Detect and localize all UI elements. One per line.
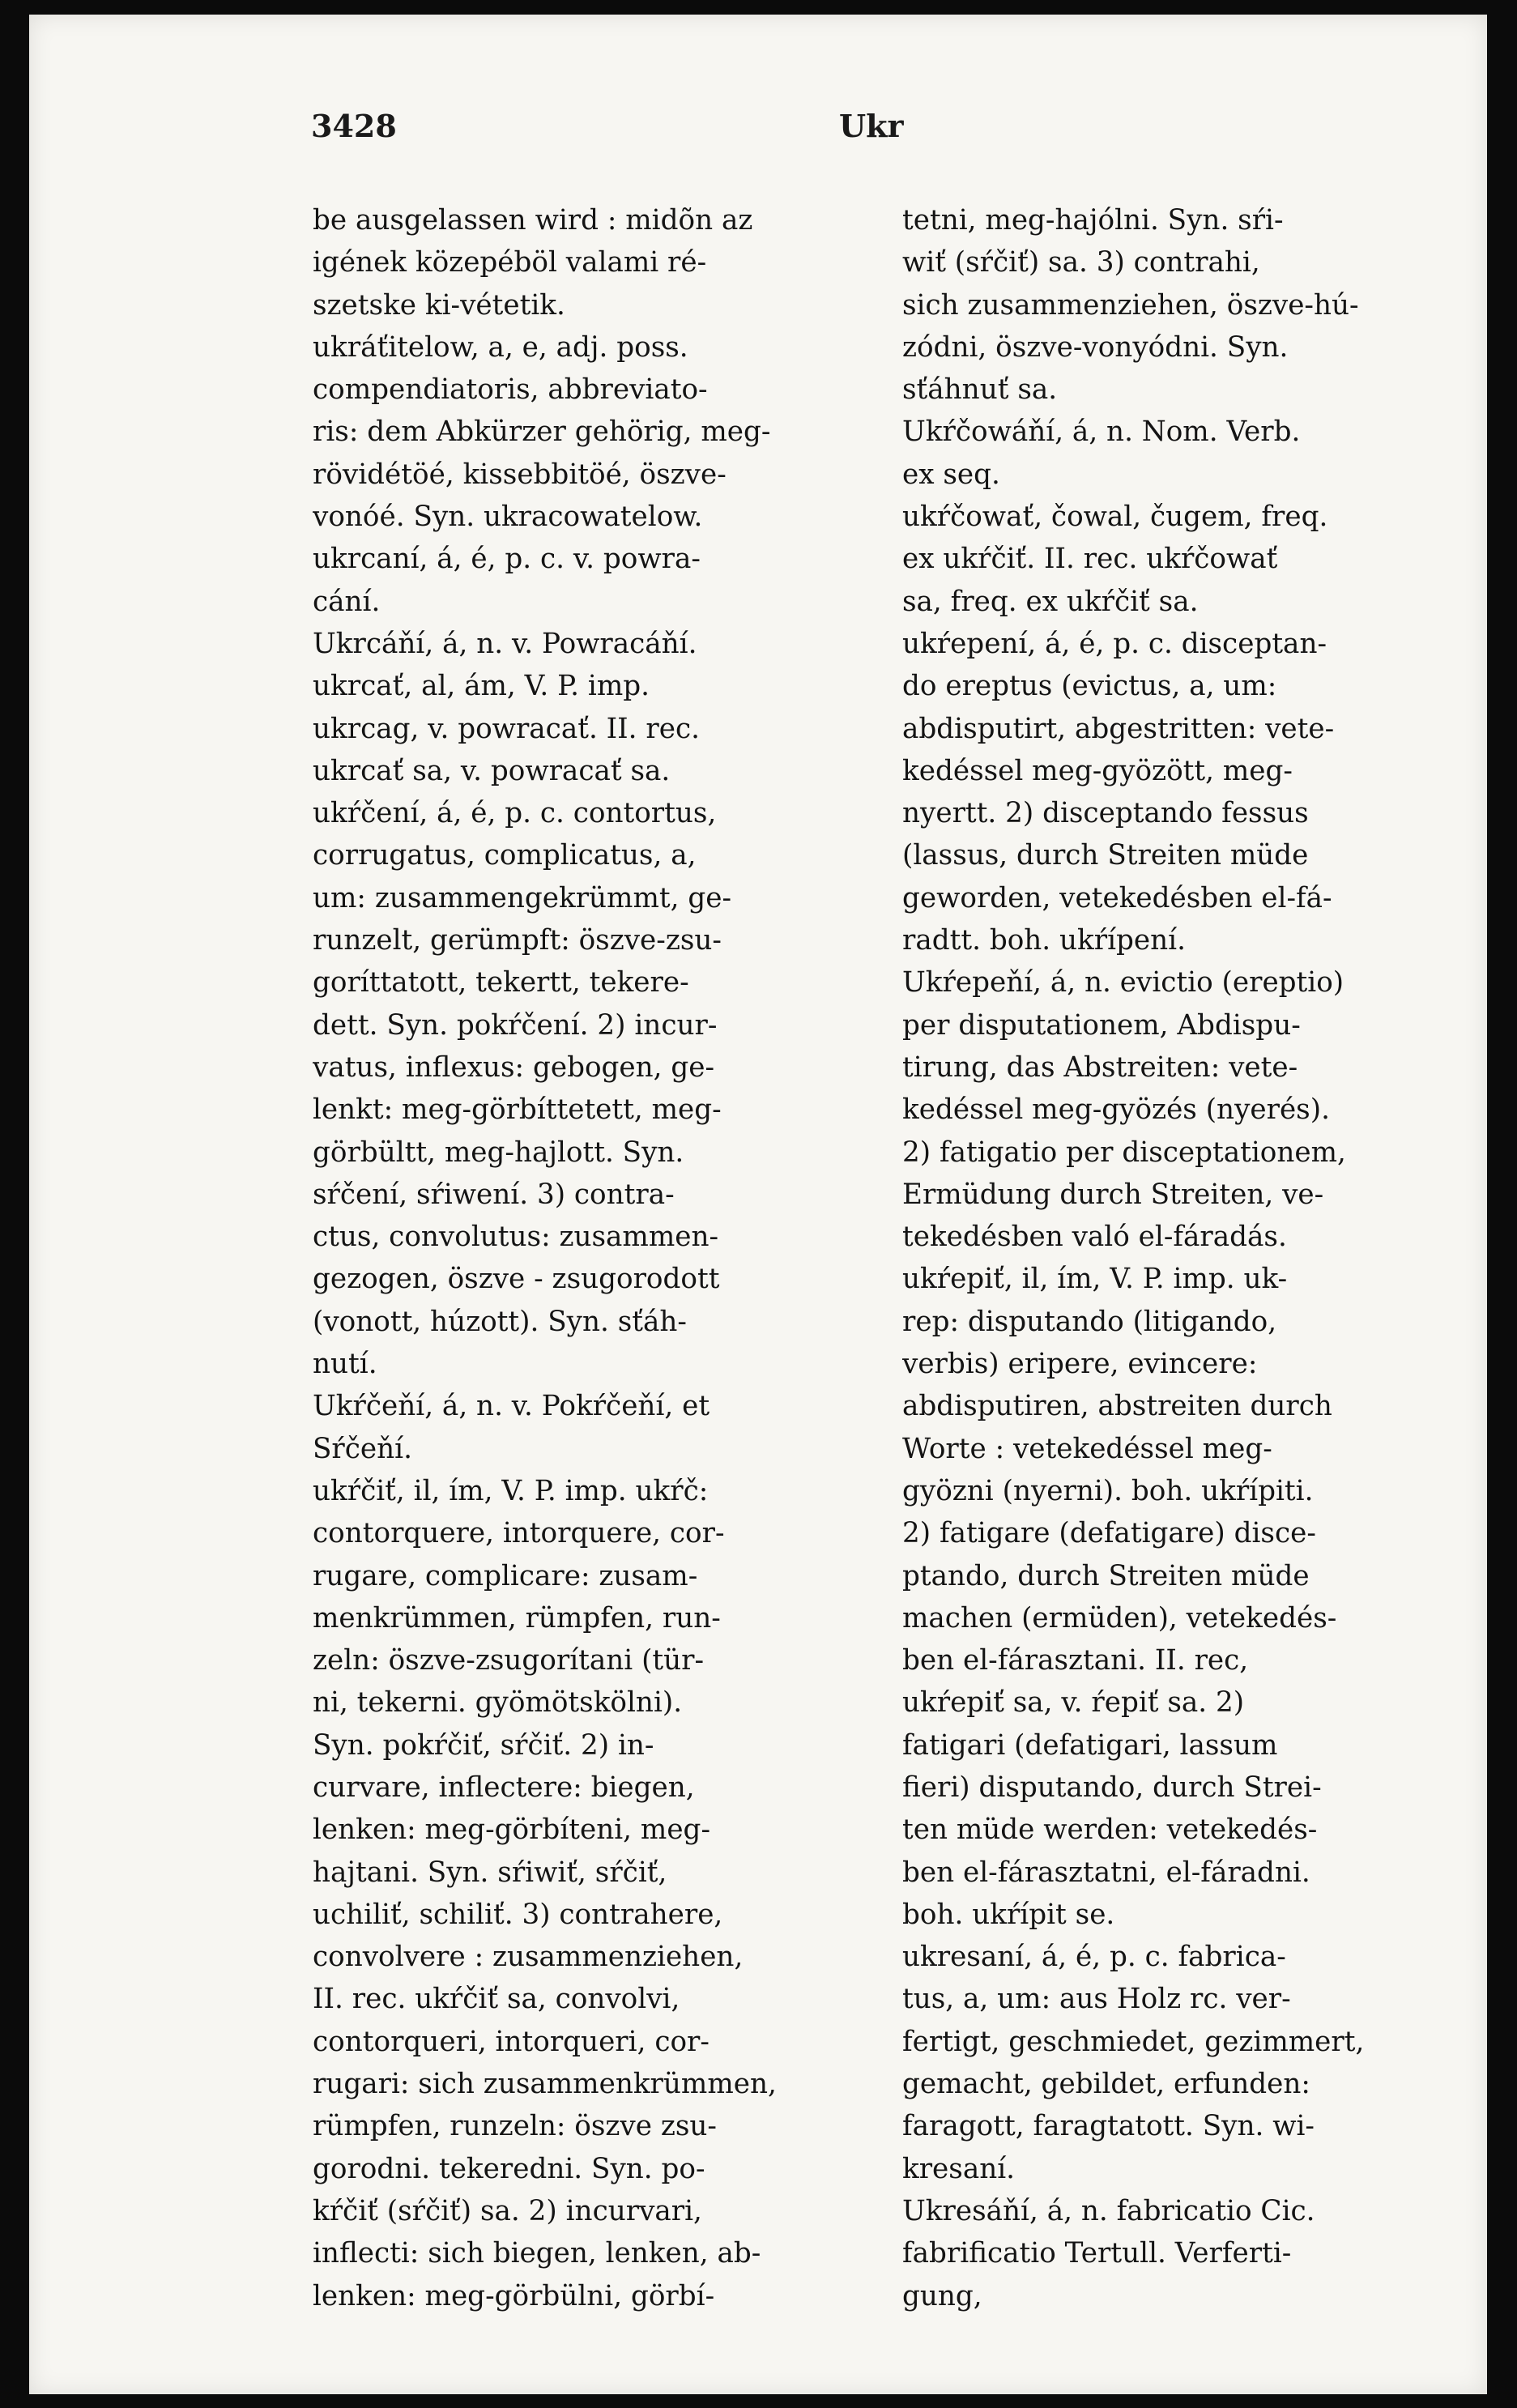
text-line: Ukŕčowáňí, á, n. Nom. Verb.	[902, 416, 1301, 449]
text-line: ctus, convolutus: zusammen-	[313, 1221, 719, 1254]
text-line: radtt. boh. ukŕípení.	[902, 924, 1186, 957]
text-line: sich zusammenziehen, öszve-hú-	[902, 288, 1359, 322]
text-line: ukŕčiť, il, ím, V. P. imp. ukŕč:	[313, 1474, 709, 1507]
text-line: kŕčiť (sŕčiť) sa. 2) incurvari,	[313, 2194, 702, 2227]
text-line: ex seq.	[902, 458, 1000, 491]
text-line: nutí.	[313, 1348, 377, 1381]
text-line: görbültt, meg-hajlott. Syn.	[313, 1136, 684, 1169]
text-line: fatigari (defatigari, lassum	[902, 1728, 1278, 1762]
text-line: igének közepéböl valami ré-	[313, 246, 707, 279]
text-line: geworden, vetekedésben el-fá-	[902, 881, 1332, 914]
text-line: ukŕčení, á, é, p. c. contortus,	[313, 797, 717, 830]
text-line: ris: dem Abkürzer gehörig, meg-	[313, 416, 771, 449]
text-line: sa, freq. ex ukŕčiť sa.	[902, 585, 1199, 618]
text-line: ptando, durch Streiten müde	[902, 1559, 1310, 1592]
text-line: menkrümmen, rümpfen, run-	[313, 1601, 721, 1634]
text-line: 2) fatigatio per disceptationem,	[902, 1136, 1346, 1169]
text-line: Syn. pokŕčiť, sŕčiť. 2) in-	[313, 1728, 654, 1762]
text-line: contorquere, intorquere, cor-	[313, 1517, 725, 1550]
text-line: convolvere : zusammenziehen,	[313, 1941, 744, 1974]
text-line: corrugatus, complicatus, a,	[313, 839, 697, 872]
text-line: ukráťitelow, a, e, adj. poss.	[313, 330, 688, 364]
text-line: 2) fatigare (defatigare) disce-	[902, 1517, 1316, 1550]
text-line: ben el-fárasztatni, el-fáradni.	[902, 1856, 1310, 1889]
text-line: nyertt. 2) disceptando fessus	[902, 797, 1309, 830]
left-column	[313, 199, 880, 2317]
text-line: hajtani. Syn. sŕiwiť, sŕčiť,	[313, 1856, 667, 1889]
text-line: sťáhnuť sa.	[902, 373, 1058, 407]
text-line: runzelt, gerümpft: öszve-zsu-	[313, 924, 722, 957]
text-line: lenken: meg-görbülni, görbí-	[313, 2279, 715, 2312]
text-line: ukrcať sa, v. powracať sa.	[313, 754, 671, 787]
text-line: Ukŕepeňí, á, n. evictio (ereptio)	[902, 966, 1344, 999]
text-line: fieri) disputando, durch Strei-	[902, 1771, 1322, 1804]
text-line: sŕčení, sŕiwení. 3) contra-	[313, 1178, 675, 1211]
text-line: zeln: öszve-zsugorítani (tür-	[313, 1644, 705, 1677]
text-line: ukresaní, á, é, p. c. fabrica-	[902, 1941, 1286, 1974]
text-line: cání.	[313, 585, 381, 618]
text-line: zódni, öszve-vonyódni. Syn.	[902, 330, 1289, 364]
text-line: Ermüdung durch Streiten, ve-	[902, 1178, 1324, 1211]
text-line: szetske ki-vétetik.	[313, 288, 565, 322]
text-line: kedéssel meg-gyözött, meg-	[902, 754, 1293, 787]
text-line: ukŕčowať, čowal, čugem, freq.	[902, 501, 1328, 534]
text-line: fertigt, geschmiedet, gezimmert,	[902, 2025, 1365, 2058]
right-column	[902, 199, 1469, 2317]
text-line: tirung, das Abstreiten: vete-	[902, 1051, 1298, 1084]
text-line: ukrcag, v. powracať. II. rec.	[313, 712, 701, 745]
text-line: (lassus, durch Streiten müde	[902, 839, 1309, 872]
text-line: per disputationem, Abdispu-	[902, 1008, 1301, 1042]
text-line: (vonott, húzott). Syn. sťáh-	[313, 1305, 687, 1338]
text-line: Ukresáňí, á, n. fabricatio Cic.	[902, 2194, 1315, 2227]
text-line: gung,	[902, 2279, 982, 2312]
text-line: kedéssel meg-gyözés (nyerés).	[902, 1093, 1330, 1127]
text-line: be ausgelassen wird : midõn az	[313, 204, 753, 237]
text-line: machen (ermüden), vetekedés-	[902, 1601, 1337, 1634]
running-headword: Ukr	[839, 108, 904, 144]
text-line: ukrcaní, á, é, p. c. v. powra-	[313, 543, 701, 576]
text-line: vonóé. Syn. ukracowatelow.	[313, 501, 703, 534]
text-line: lenken: meg-görbíteni, meg-	[313, 1813, 710, 1847]
text-line: faragott, faragtatott. Syn. wi-	[902, 2110, 1315, 2143]
text-line: Ukrcáňí, á, n. v. Powracáňí.	[313, 627, 697, 660]
dictionary-page	[29, 15, 1487, 2394]
text-line: gorodni. tekeredni. Syn. po-	[313, 2152, 705, 2185]
text-line: um: zusammengekrümmt, ge-	[313, 881, 732, 914]
text-line: rep: disputando (litigando,	[902, 1305, 1277, 1338]
text-line: rümpfen, runzeln: öszve zsu-	[313, 2110, 717, 2143]
text-line: kresaní.	[902, 2152, 1016, 2185]
text-line: Worte : vetekedéssel meg-	[902, 1432, 1272, 1465]
text-line: vatus, inflexus: gebogen, ge-	[313, 1051, 715, 1084]
text-line: contorqueri, intorqueri, cor-	[313, 2025, 709, 2058]
text-line: inflecti: sich biegen, lenken, ab-	[313, 2237, 761, 2270]
text-line: Sŕčeňí.	[313, 1432, 412, 1465]
text-line: rövidétöé, kissebbitöé, öszve-	[313, 458, 727, 491]
text-line: gyözni (nyerni). boh. ukŕípiti.	[902, 1474, 1314, 1507]
text-line: uchiliť, schiliť. 3) contrahere,	[313, 1898, 723, 1931]
text-line: tetni, meg-hajólni. Syn. sŕi-	[902, 204, 1284, 237]
text-line: II. rec. ukŕčiť sa, convolvi,	[313, 1983, 680, 2016]
text-line: abdisputiren, abstreiten durch	[902, 1390, 1332, 1423]
text-line: tus, a, um: aus Holz rc. ver-	[902, 1983, 1291, 2016]
text-line: ukŕepení, á, é, p. c. disceptan-	[902, 627, 1327, 660]
text-line: compendiatoris, abbreviato-	[313, 373, 708, 407]
text-line: boh. ukŕípit se.	[902, 1898, 1115, 1931]
text-line: wiť (sŕčiť) sa. 3) contrahi,	[902, 246, 1260, 279]
text-line: dett. Syn. pokŕčení. 2) incur-	[313, 1008, 718, 1042]
text-line: curvare, inflectere: biegen,	[313, 1771, 695, 1804]
text-line: goríttatott, tekertt, tekere-	[313, 966, 689, 999]
text-line: ukrcať, al, ám, V. P. imp.	[313, 670, 650, 703]
running-head	[29, 108, 1487, 156]
text-line: fabrificatio Tertull. Verferti-	[902, 2237, 1292, 2270]
page-number: 3428	[311, 108, 397, 144]
text-line: abdisputirt, abgestritten: vete-	[902, 712, 1335, 745]
text-line: rugari: sich zusammenkrümmen,	[313, 2068, 777, 2101]
text-line: ten müde werden: vetekedés-	[902, 1813, 1318, 1847]
text-line: gezogen, öszve - zsugorodott	[313, 1263, 720, 1296]
text-line: ni, tekerni. gyömötskölni).	[313, 1686, 683, 1720]
text-line: lenkt: meg-görbíttetett, meg-	[313, 1093, 722, 1127]
text-line: ex ukŕčiť. II. rec. ukŕčowať	[902, 543, 1278, 576]
text-line: gemacht, gebildet, erfunden:	[902, 2068, 1310, 2101]
text-line: do ereptus (evictus, a, um:	[902, 670, 1277, 703]
text-line: tekedésben való el-fáradás.	[902, 1221, 1287, 1254]
text-line: Ukŕčeňí, á, n. v. Pokŕčeňí, et	[313, 1390, 710, 1423]
text-line: ukŕepiť, il, ím, V. P. imp. uk-	[902, 1263, 1288, 1296]
text-line: rugare, complicare: zusam-	[313, 1559, 698, 1592]
text-line: ukŕepiť sa, v. ŕepiť sa. 2)	[902, 1686, 1245, 1720]
text-line: ben el-fárasztani. II. rec,	[902, 1644, 1249, 1677]
text-line: verbis) eripere, evincere:	[902, 1348, 1258, 1381]
